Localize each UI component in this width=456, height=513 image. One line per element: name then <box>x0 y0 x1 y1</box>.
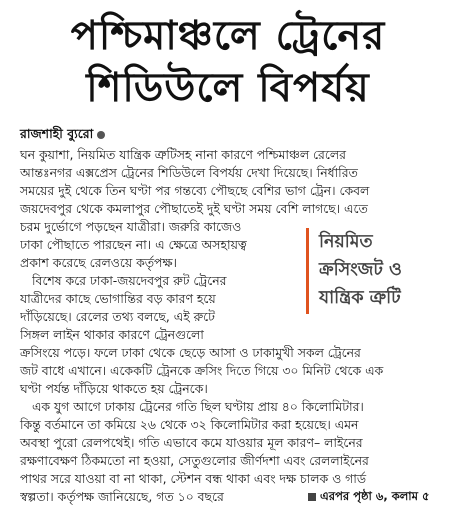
byline <box>20 126 105 146</box>
body-line: প্রকাশ করেছে রেলওয়ে কর্তৃপক্ষ। <box>20 255 177 270</box>
body-line: জয়দেবপুর থেকে কমলাপুর পৌছাতেই দুই ঘণ্টা সময় বেশি লাগছে। এতে <box>20 201 368 216</box>
body-line: এক যুগ আগে ঢাকায় ট্রেনের গতি ছিল ঘণ্টায় প্রায় ৪০ কিলোমিটার। <box>32 399 364 414</box>
body-line: জট বাধে এখানে। একেকটি ট্রেনকে ক্রসিং দিতে গিয়ে ৩০ মিনিট থেকে এক <box>20 363 384 378</box>
body-line: চরম দুর্ভোগে পড়ছেন যাত্রীরা। জরুরি কাজেও <box>20 219 242 234</box>
pull-quote-line-1: নিয়মিত <box>319 232 373 252</box>
pull-quote-line-3: যান্ত্রিক ত্রুটি <box>319 288 401 308</box>
body-line: সিঙ্গল লাইন থাকার কারণে ট্রেনগুলো <box>20 327 204 342</box>
headline-line-2: শিডিউলে বিপর্যয় <box>86 65 370 111</box>
body-line: রক্ষণাবেক্ষণ ঠিকমতো না হওয়া, সেতুগুলোর জীর্ণদশা এবং রেললাইনের <box>20 453 369 468</box>
body-line: ঢাকা পৌছাতে পারছেন না। এ ক্ষেত্রে অসহায়ত্ব <box>20 237 247 252</box>
continued-square-icon <box>308 493 316 501</box>
pull-quote <box>306 228 446 314</box>
continued-note <box>308 488 430 507</box>
body-line: কিন্তু বর্তমানে তা কমিয়ে ২৬ থেকে ৩২ কিলোমিটার করা হয়েছে। এমন <box>20 417 359 432</box>
body-line: ঘণ্টা পর্যন্ত দাঁড়িয়ে থাকতে হয় ট্রেনকে। <box>20 381 208 396</box>
body-line: আন্তঃনগর এক্সপ্রেস ট্রেনের শিডিউলে বিপর্যয় দেখা দিয়েছে। নির্ধারিত <box>20 165 358 180</box>
body-line: ক্রসিংয়ে পড়ে। ফলে ঢাকা থেকে ছেড়ে আসা ও ঢাকামুখী সকল ট্রেনের <box>20 345 361 360</box>
body-line: অবস্থা পুরো রেলপথেই। গতি এভাবে কমে যাওয়ার মূল কারণ– লাইনের <box>20 435 363 450</box>
continued-text: এরপর পৃষ্ঠা ৬, কলাম ৫ <box>320 489 430 503</box>
body-line: দাঁড়িয়েছে। রেলের তথ্য বলছে, এই রুটে <box>20 309 215 324</box>
body-line: যাত্রীদের কাছে ভোগান্তির বড় কারণ হয়ে <box>20 291 216 306</box>
body-line: বিশেষ করে ঢাকা-জয়দেবপুর রুট ট্রেনের <box>32 273 227 288</box>
pull-quote-line-2: ক্রসিংজট ও <box>319 260 402 280</box>
body-line: ঘন কুয়াশা, নিয়মিত যান্ত্রিক ত্রুটিসহ নানা কারণে পশ্চিমাঞ্চল রেলের <box>20 147 346 162</box>
byline-bullet-icon <box>97 131 105 139</box>
body-line: পাথর সরে যাওয়া বা না থাকা, স্টেশন বন্ধ থাকা এবং দক্ষ চালক ও গার্ড <box>20 471 366 486</box>
byline-text: রাজশাহী ব্যুরো <box>20 126 94 141</box>
headline-line-1: পশ্চিমাঞ্চলে ট্রেনের <box>70 13 386 59</box>
body-line: সময়ের দুই থেকে তিন ঘণ্টা পর গন্তব্যে পৌছছে বেশির ভাগ ট্রেন। কেবল <box>20 183 370 198</box>
body-line: স্বল্পতা। কর্তৃপক্ষ জানিয়েছে, গত ১০ বছরে <box>20 489 224 504</box>
